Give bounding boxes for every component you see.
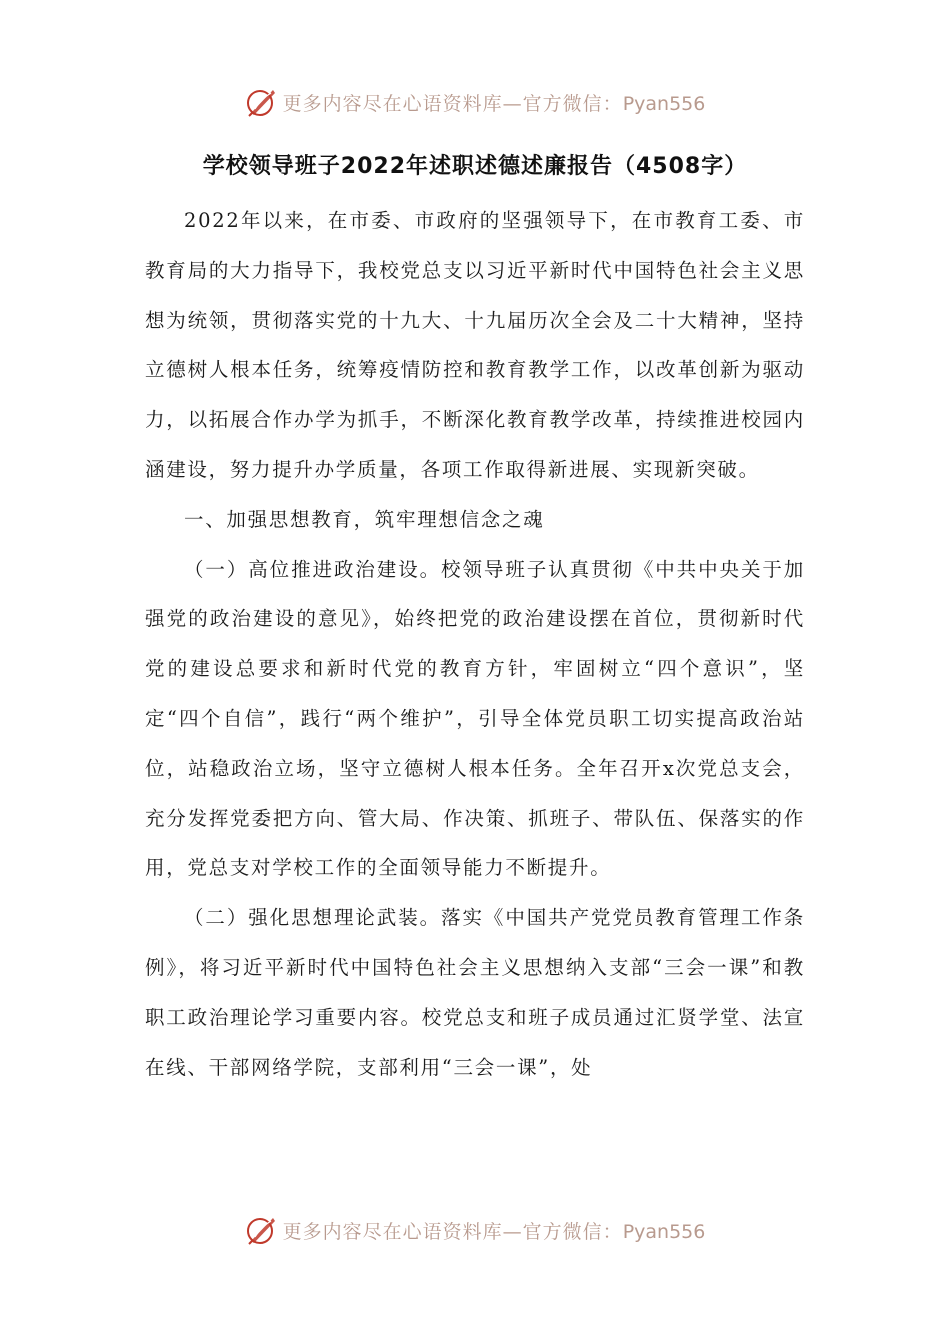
watermark-banner-top	[0, 80, 950, 124]
paragraph-theory-arming: （二）强化思想理论武装。落实《中国共产党党员教育管理工作条例》，将习近平新时代中国特色社会主义思想纳入支部“三会一课”和教职工政治理论学习重要内容。校党总支和班子成员通过汇贤学堂、法宣在线、干部网络学院，支部利用“三会一课”，处	[145, 906, 805, 1079]
section-heading-1: 一、加强思想教育，筑牢理想信念之魂	[184, 507, 545, 531]
document-title: 学校领导班子2022年述职述德述廉报告（4508字）	[202, 154, 748, 179]
watermark-text: 更多内容尽在心语资料库—官方微信：Pyan556	[282, 1220, 706, 1243]
document-body	[145, 196, 805, 1092]
quill-logo-icon	[245, 1213, 279, 1247]
paragraph-intro: 2022年以来，在市委、市政府的坚强领导下，在市教育工委、市教育局的大力指导下，我校党总支以习近平新时代中国特色社会主义思想为统领，贯彻落实党的十九大、十九届历次全会及二十大精神，坚持立德树人根本任务，统筹疫情防控和教育教学工作，以改革创新为驱动力，以拓展合作办学为抓手，不断深化教育教学改革，持续推进校园内涵建设，努力提升办学质量，各项工作取得新进展、实现新突破。	[145, 209, 805, 481]
watermark-text: 更多内容尽在心语资料库—官方微信：Pyan556	[282, 92, 706, 115]
watermark-banner-bottom	[0, 1208, 950, 1252]
paragraph-political-building: （一）高位推进政治建设。校领导班子认真贯彻《中共中央关于加强党的政治建设的意见》，始终把党的政治建设摆在首位，贯彻新时代党的建设总要求和新时代党的教育方针，牢固树立“四个意识”，坚定“四个自信”，践行“两个维护”，引导全体党员职工切实提高政治站位，站稳政治立场，坚守立德树人根本任务。全年召开x次党总支会，充分发挥党委把方向、管大局、作决策、抓班子、带队伍、保落实的作用，党总支对学校工作的全面领导能力不断提升。	[145, 557, 805, 880]
quill-logo-icon	[245, 85, 279, 119]
